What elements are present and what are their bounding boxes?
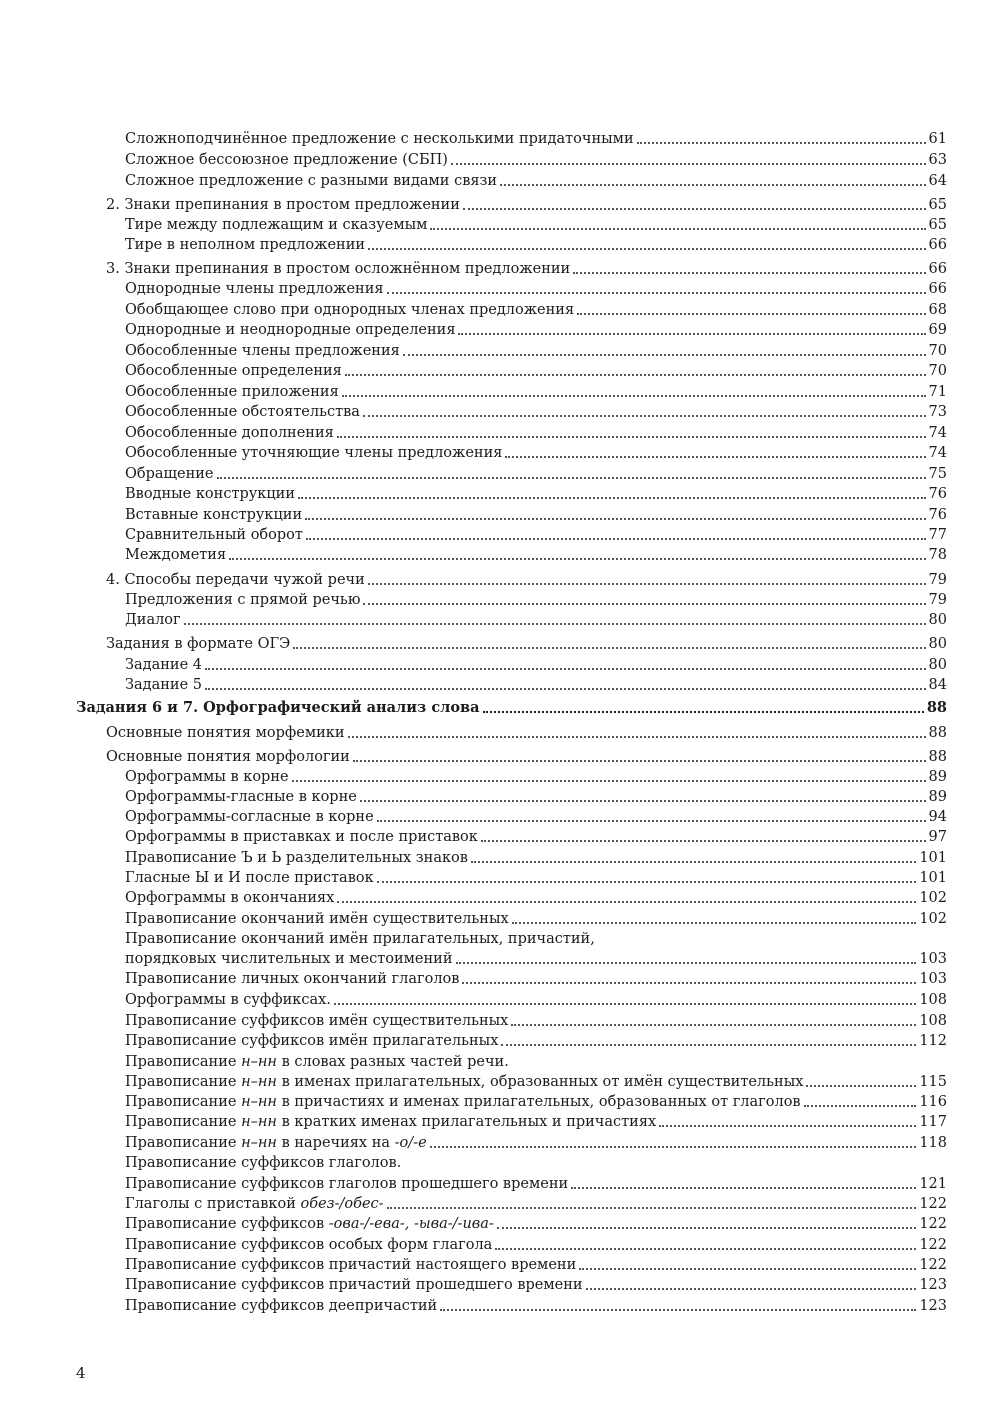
toc-title: Задания 6 и 7. Орфографический анализ слова [76, 699, 480, 716]
toc-leader [342, 395, 926, 397]
toc-leader [806, 1085, 916, 1087]
toc-leader [511, 1024, 916, 1026]
toc-leader [229, 558, 925, 560]
toc-leader [334, 1003, 916, 1005]
toc-page: 88 [928, 749, 947, 765]
toc-leader [463, 208, 926, 210]
toc-title: Правописание н–нн в наречиях на -о/-е [125, 1135, 427, 1151]
toc-page: 117 [919, 1114, 947, 1130]
toc-title: Обособленные члены предложения [125, 343, 400, 359]
toc-title: Правописание окончаний имён прилагательных, причастий, [125, 931, 595, 947]
toc-entry [125, 170, 947, 190]
toc-entry [125, 1030, 947, 1050]
toc-title: Обобщающее слово при однородных членах предложения [125, 302, 575, 318]
toc-page: 97 [928, 829, 947, 845]
toc-leader [377, 820, 926, 822]
term-fragment: -о/-е [394, 1135, 427, 1151]
toc-page: 101 [919, 870, 947, 886]
toc-page: 116 [919, 1094, 947, 1110]
toc-entry [125, 360, 947, 380]
toc-page: 88 [926, 699, 947, 716]
toc-title: Обособленные определения [125, 363, 342, 379]
toc-leader [403, 354, 926, 356]
toc-entry [125, 609, 947, 629]
toc-title: Обособленные приложения [125, 384, 339, 400]
toc-leader [345, 374, 926, 376]
toc-entry [125, 887, 947, 907]
toc-leader [306, 538, 926, 540]
toc-title: Задания в формате ОГЭ [106, 636, 291, 652]
toc-page: 122 [919, 1216, 947, 1232]
toc-leader [292, 780, 926, 782]
toc-title: Задание 5 [125, 677, 202, 693]
toc-page: 122 [919, 1196, 947, 1212]
toc-leader [573, 272, 925, 274]
toc-leader [387, 1207, 917, 1209]
toc-entry [125, 1274, 947, 1294]
term-fragment: н–нн [241, 1094, 277, 1110]
toc-leader [337, 436, 926, 438]
toc-title: Вводные конструкции [125, 486, 295, 502]
toc-entry [125, 1091, 947, 1111]
toc-section [106, 633, 947, 653]
toc-page: 79 [928, 592, 947, 608]
toc-page: 73 [928, 404, 947, 420]
toc-entry [125, 381, 947, 401]
toc-title: Диалог [125, 612, 181, 628]
term-fragment: н–нн [241, 1114, 277, 1130]
toc-entry [125, 463, 947, 483]
toc-page: 69 [928, 322, 947, 338]
toc-entry [125, 128, 947, 148]
toc-page: 65 [928, 197, 947, 213]
toc-leader [337, 901, 916, 903]
toc-title: Правописание суффиксов причастий настоящего времени [125, 1257, 577, 1273]
toc-entry [125, 766, 947, 786]
term-fragment: н–нн [241, 1054, 277, 1070]
toc-page: 121 [919, 1176, 947, 1192]
toc-page: 103 [919, 951, 947, 967]
toc-leader [293, 647, 925, 649]
toc-title: Правописание суффиксов имён существительных [125, 1013, 509, 1029]
toc-title: Орфограммы-согласные в корне [125, 809, 374, 825]
toc-entry [125, 319, 947, 339]
toc-section [106, 194, 947, 214]
toc-page: 75 [928, 466, 947, 482]
toc-entry [125, 1152, 947, 1172]
toc-leader [481, 840, 926, 842]
toc-entry [125, 847, 947, 867]
toc-title: 3. Знаки препинания в простом осложнённом предложении [106, 261, 571, 277]
toc-leader [430, 1146, 917, 1148]
toc-entry [125, 928, 947, 948]
toc-page: 65 [928, 217, 947, 233]
toc-title: 2. Знаки препинания в простом предложении [106, 197, 460, 213]
toc-title: Правописание суффиксов глаголов прошедшего времени [125, 1176, 569, 1192]
toc-page: 103 [919, 971, 947, 987]
toc-title: Основные понятия морфемики [106, 725, 345, 741]
toc-section [106, 569, 947, 589]
toc-title: Однородные члены предложения [125, 281, 384, 297]
toc-leader [458, 333, 925, 335]
toc-title: Правописание суффиксов особых форм глагола [125, 1237, 493, 1253]
toc-leader [217, 477, 926, 479]
toc-entry [125, 1111, 947, 1131]
toc-page: 94 [928, 809, 947, 825]
toc-leader [348, 736, 926, 738]
toc-leader [512, 922, 917, 924]
toc-page: 89 [928, 769, 947, 785]
toc-leader [184, 623, 926, 625]
term-fragment: н–нн [241, 1074, 277, 1090]
toc-title: Обращение [125, 466, 214, 482]
toc-leader [360, 800, 926, 802]
toc-entry [125, 908, 947, 928]
toc-entry [125, 826, 947, 846]
toc-leader [305, 518, 925, 520]
toc-leader [456, 962, 917, 964]
toc-title: Тире между подлежащим и сказуемым [125, 217, 428, 233]
toc-title: Однородные и неоднородные определения [125, 322, 456, 338]
toc-page: 74 [928, 425, 947, 441]
toc-title: Орфограммы в окончаниях [125, 890, 335, 906]
toc-entry [125, 806, 947, 826]
toc-leader [440, 1309, 916, 1311]
toc-entry [125, 674, 947, 694]
toc-leader [205, 668, 926, 670]
toc-entry [125, 278, 947, 298]
toc-title: Правописание суффиксов имён прилагательных [125, 1033, 499, 1049]
toc-entry [125, 1071, 947, 1091]
toc-entry [125, 1051, 947, 1071]
toc-leader [363, 603, 925, 605]
toc-entry [125, 948, 947, 968]
toc-leader [577, 313, 925, 315]
toc-leader [430, 228, 925, 230]
toc-chapter [76, 697, 947, 717]
toc-entry [125, 1295, 947, 1315]
toc-entry [125, 1234, 947, 1254]
toc-entry [125, 340, 947, 360]
toc-page: 61 [928, 131, 947, 147]
toc-section [106, 722, 947, 742]
toc-entry [125, 214, 947, 234]
toc-title: Правописание окончаний имён существительных [125, 911, 509, 927]
toc-title: Орфограммы в суффиксах. [125, 992, 331, 1008]
toc-page: 108 [919, 1013, 947, 1029]
toc-page: 66 [928, 237, 947, 253]
toc-title: Правописание н–нн в именах прилагательных, образованных от имён существительных [125, 1074, 804, 1090]
toc-page: 63 [928, 152, 947, 168]
toc-leader [451, 163, 926, 165]
toc-page: 84 [928, 677, 947, 693]
toc-leader [804, 1105, 917, 1107]
toc-title: Глаголы с приставкой обез-/обес- [125, 1196, 384, 1212]
toc-title: Задание 4 [125, 657, 202, 673]
toc-title: Сложное бессоюзное предложение (СБП) [125, 152, 448, 168]
toc-leader [505, 456, 925, 458]
toc-page: 123 [919, 1277, 947, 1293]
toc-title: Гласные Ы и И после приставок [125, 870, 374, 886]
toc-title: Вставные конструкции [125, 507, 303, 523]
toc-page: 122 [919, 1237, 947, 1253]
toc-page: 80 [928, 657, 947, 673]
toc-title: Тире в неполном предложении [125, 237, 366, 253]
toc-entry [125, 401, 947, 421]
toc-title: Правописание суффиксов деепричастий [125, 1298, 438, 1314]
toc-title: порядковых числительных и местоимений [125, 951, 453, 967]
toc-page: 118 [919, 1135, 947, 1151]
toc-leader [500, 184, 925, 186]
toc-entry [125, 654, 947, 674]
toc-entry [125, 1193, 947, 1213]
toc-entry [125, 867, 947, 887]
toc-page: 89 [928, 789, 947, 805]
toc-page: 74 [928, 445, 947, 461]
toc-page: 71 [928, 384, 947, 400]
toc-entry [125, 504, 947, 524]
toc-title: Орфограммы в корне [125, 769, 289, 785]
toc-page: 102 [919, 890, 947, 906]
toc-title: Правописание суффиксов причастий прошедшего времени [125, 1277, 583, 1293]
term-fragment: обез-/обес- [300, 1196, 384, 1212]
toc-title: Правописание Ъ и Ь разделительных знаков [125, 850, 468, 866]
toc-title: Орфограммы-гласные в корне [125, 789, 357, 805]
toc-section [106, 746, 947, 766]
toc-leader [637, 142, 926, 144]
toc-leader [353, 760, 926, 762]
toc-leader [471, 861, 916, 863]
toc-leader [462, 982, 916, 984]
toc-page: 68 [928, 302, 947, 318]
toc-leader [368, 248, 926, 250]
toc-entry [125, 786, 947, 806]
toc-page: 101 [919, 850, 947, 866]
toc-leader [586, 1288, 917, 1290]
toc-entry [125, 1213, 947, 1233]
toc-title: Обособленные уточняющие члены предложения [125, 445, 503, 461]
toc-title: Правописание н–нн в причастиях и именах прилагательных, образованных от глаголов [125, 1094, 801, 1110]
toc-title: Правописание личных окончаний глаголов [125, 971, 460, 987]
toc-leader [387, 292, 926, 294]
toc-leader [579, 1268, 916, 1270]
toc-leader [483, 711, 924, 713]
toc-page: 70 [928, 363, 947, 379]
toc-title: Правописание суффиксов -ова-/-ева-, -ыва-/-ива- [125, 1216, 494, 1232]
toc-page: 66 [928, 261, 947, 277]
toc-entry [125, 524, 947, 544]
toc-page: 76 [928, 507, 947, 523]
toc-page: 80 [928, 612, 947, 628]
toc-leader [497, 1227, 917, 1229]
toc-page: 78 [928, 547, 947, 563]
toc-entry [125, 422, 947, 442]
term-fragment: н–нн [241, 1135, 277, 1151]
toc-page: 122 [919, 1257, 947, 1273]
toc-entry [125, 299, 947, 319]
toc-page: 76 [928, 486, 947, 502]
toc-title: 4. Способы передачи чужой речи [106, 572, 365, 588]
toc-page: 66 [928, 281, 947, 297]
toc-leader [368, 583, 926, 585]
toc-leader [377, 881, 917, 883]
toc-entry [125, 149, 947, 169]
toc-entry [125, 1254, 947, 1274]
toc-page: 108 [919, 992, 947, 1008]
toc-leader [298, 497, 926, 499]
toc-leader [205, 688, 926, 690]
toc-page: 123 [919, 1298, 947, 1314]
toc-page: 64 [928, 173, 947, 189]
toc-page: 115 [919, 1074, 947, 1090]
toc-leader [571, 1187, 916, 1189]
page-number: 4 [76, 1364, 86, 1382]
toc-title: Сложное предложение с разными видами связи [125, 173, 498, 189]
toc-entry [125, 589, 947, 609]
toc-title: Предложения с прямой речью [125, 592, 361, 608]
toc-title: Орфограммы в приставках и после приставок [125, 829, 478, 845]
toc-leader [363, 415, 926, 417]
toc-page: 70 [928, 343, 947, 359]
toc-page: 112 [919, 1033, 947, 1049]
toc-page: 77 [928, 527, 947, 543]
toc-title: Обособленные обстоятельства [125, 404, 360, 420]
toc-title: Сравнительный оборот [125, 527, 303, 543]
toc-page: 80 [928, 636, 947, 652]
toc-entry [125, 544, 947, 564]
toc-leader [659, 1125, 916, 1127]
toc-leader [501, 1044, 916, 1046]
term-fragment: -ова-/-ева-, -ыва-/-ива- [328, 1216, 494, 1232]
toc-page: 88 [928, 725, 947, 741]
toc-title: Основные понятия морфологии [106, 749, 350, 765]
toc-entry [125, 1173, 947, 1193]
toc-title: Правописание н–нн в кратких именах прилагательных и причастиях [125, 1114, 657, 1130]
toc-title: Сложноподчинённое предложение с несколькими придаточными [125, 131, 634, 147]
toc-leader [495, 1248, 916, 1250]
toc-entry [125, 442, 947, 462]
toc-section [106, 258, 947, 278]
toc-page: 102 [919, 911, 947, 927]
toc-title: Правописание н–нн в словах разных частей речи. [125, 1054, 509, 1070]
toc-entry [125, 483, 947, 503]
toc-entry [125, 1132, 947, 1152]
toc-title: Правописание суффиксов глаголов. [125, 1155, 402, 1171]
toc-entry [125, 968, 947, 988]
toc-title: Междометия [125, 547, 227, 563]
toc-entry [125, 989, 947, 1009]
toc-entry [125, 1010, 947, 1030]
toc-page: 79 [928, 572, 947, 588]
toc-title: Обособленные дополнения [125, 425, 334, 441]
toc-entry [125, 234, 947, 254]
